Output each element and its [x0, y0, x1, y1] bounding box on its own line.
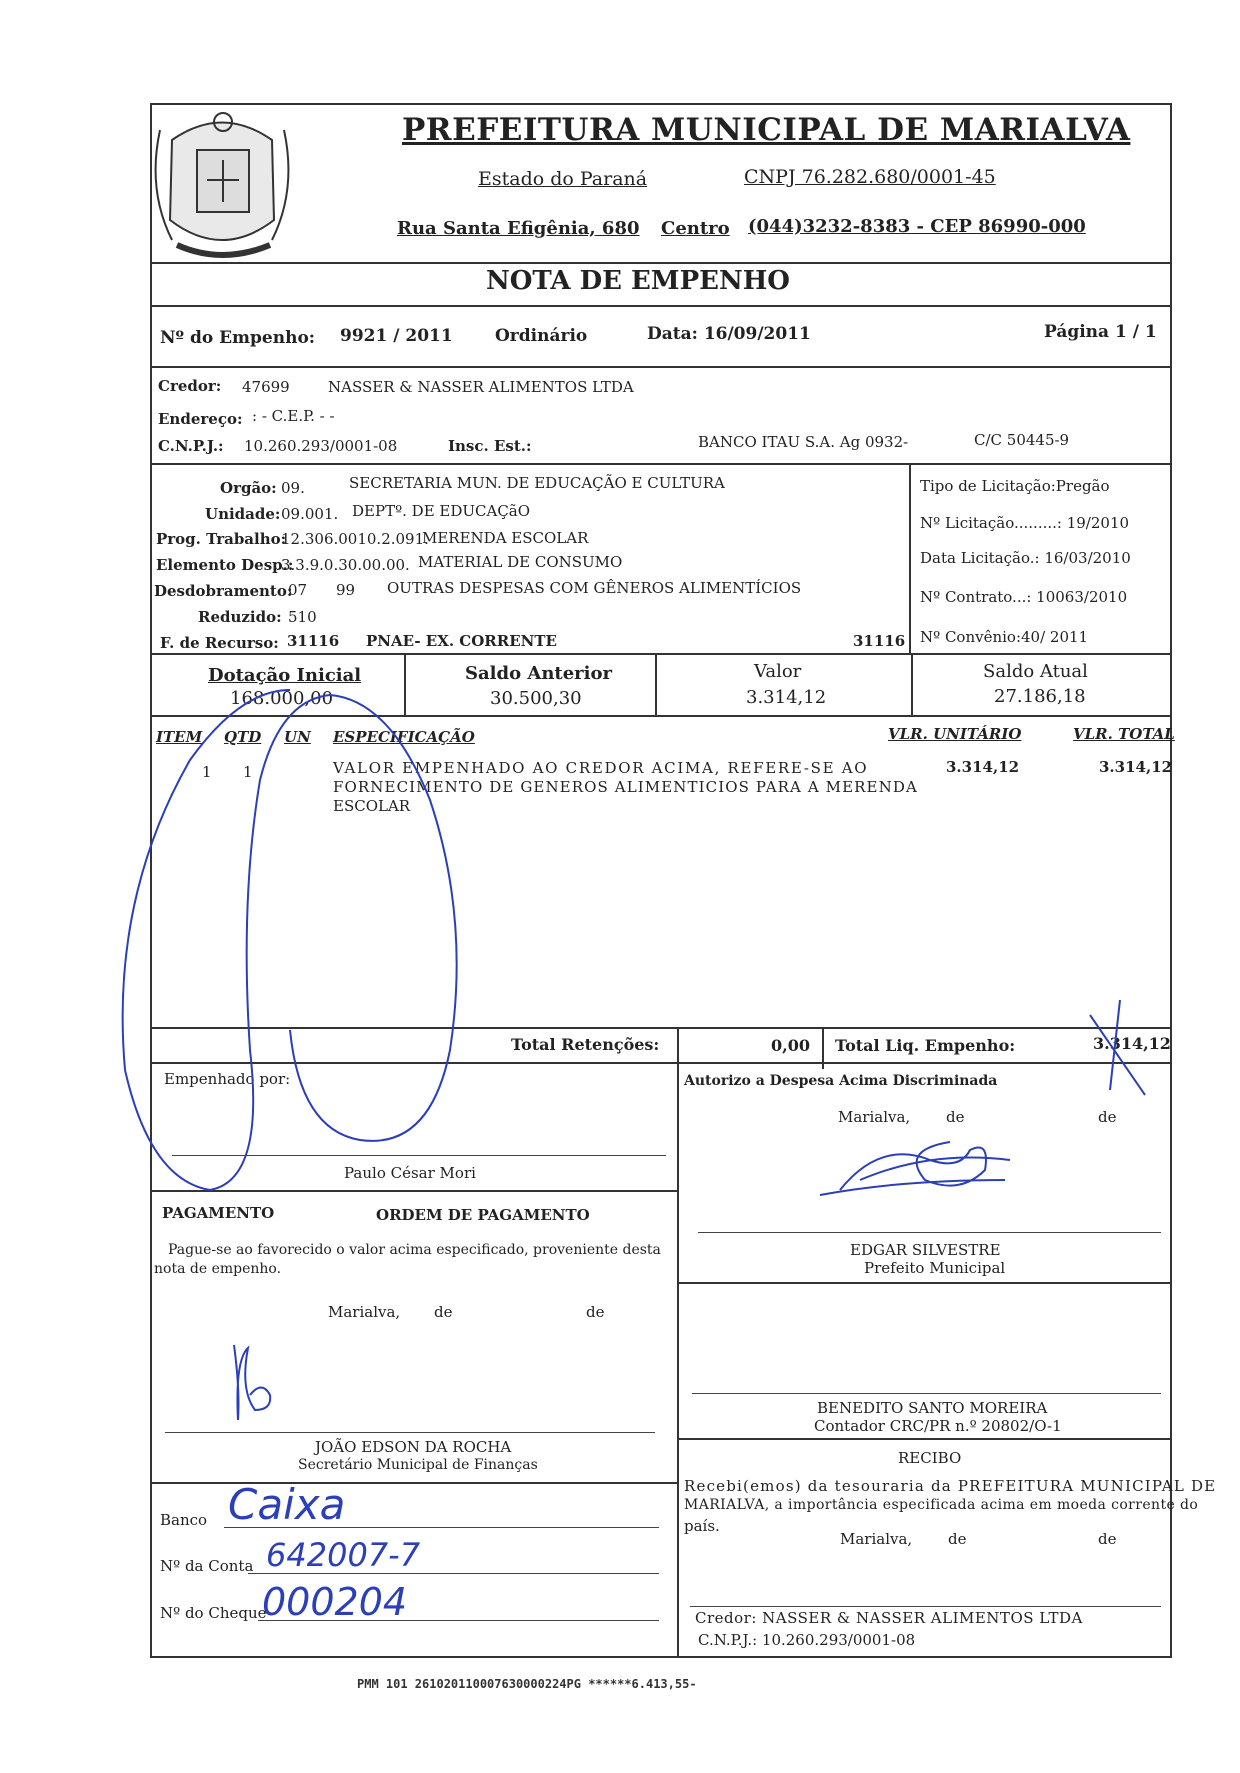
- empenhado-name: Paulo César Mori: [344, 1164, 476, 1182]
- prog-name: MERENDA ESCOLAR: [422, 529, 589, 547]
- signature-line: [698, 1232, 1161, 1233]
- elem-label: Elemento Desp.:: [156, 556, 294, 574]
- empenho-label: Nº do Empenho:: [160, 328, 316, 348]
- item-number: 1: [202, 763, 212, 781]
- saldo-atual-label: Saldo Atual: [983, 661, 1088, 682]
- divider: [404, 653, 406, 715]
- recibo-de2: de: [1098, 1530, 1117, 1548]
- unidade-name: DEPTº. DE EDUCAÇãO: [352, 502, 531, 520]
- signature-line: [172, 1155, 666, 1156]
- recibo-label: RECIBO: [898, 1449, 962, 1467]
- doc-title: NOTA DE EMPENHO: [486, 266, 790, 296]
- page-number: Página 1 / 1: [1044, 322, 1157, 342]
- secretario-name: JOÃO EDSON DA ROCHA: [315, 1438, 512, 1456]
- orgao-label: Orgão:: [220, 479, 277, 497]
- pagamento-de2: de: [586, 1303, 605, 1321]
- orgao-name: SECRETARIA MUN. DE EDUCAÇÃO E CULTURA: [349, 474, 725, 492]
- divider: [150, 305, 1172, 307]
- item-total-value: 3.314,12: [1099, 758, 1173, 776]
- pagamento-city: Marialva,: [328, 1303, 401, 1321]
- cheque-label: Nº do Cheque: [160, 1604, 267, 1622]
- col-qtd: QTD: [224, 728, 262, 746]
- credor-cnpj: 10.260.293/0001-08: [244, 437, 398, 455]
- credor-name: NASSER & NASSER ALIMENTOS LTDA: [328, 378, 634, 396]
- retencoes-value: 0,00: [771, 1036, 810, 1055]
- item-desc-line1: VALOR EMPENHADO AO CREDOR ACIMA, REFERE-SE AO: [333, 759, 869, 777]
- recurso-name: PNAE- EX. CORRENTE: [366, 632, 557, 650]
- prog-label: Prog. Trabalho:: [156, 530, 287, 548]
- divider: [150, 1062, 1172, 1064]
- insc-label: Insc. Est.:: [448, 437, 532, 455]
- address-value: : - C.E.P. - -: [252, 407, 335, 425]
- licitacao-convenio: Nº Convênio:40/ 2011: [920, 628, 1089, 646]
- col-item: ITEM: [156, 728, 203, 746]
- divider: [677, 1282, 1172, 1284]
- signature-line: [692, 1393, 1161, 1394]
- unidade-label: Unidade:: [205, 505, 281, 523]
- desd-label: Desdobramento:: [154, 582, 293, 600]
- valor-value: 3.314,12: [746, 687, 827, 708]
- licitacao-data: Data Licitação.: 16/03/2010: [920, 549, 1131, 567]
- dotacao-value: 168.000,00: [230, 688, 334, 709]
- signature-line: [690, 1606, 1161, 1607]
- col-total: VLR. TOTAL: [1073, 725, 1175, 743]
- recurso-code: 31116: [287, 632, 340, 650]
- banco-handwritten: Caixa: [228, 1480, 346, 1529]
- divider: [909, 463, 911, 653]
- recibo-text3: país.: [684, 1517, 720, 1535]
- prog-code: 12.306.0010.2.091.: [281, 530, 429, 548]
- contador-role: Contador CRC/PR n.º 20802/O-1: [814, 1417, 1062, 1435]
- divider: [150, 1027, 1172, 1029]
- licitacao-contrato: Nº Contrato...: 10063/2010: [920, 588, 1128, 606]
- divider: [150, 463, 1172, 465]
- item-unit-value: 3.314,12: [946, 758, 1020, 776]
- cnpj-field-label: C.N.P.J.:: [158, 437, 224, 455]
- page-title: PREFEITURA MUNICIPAL DE MARIALVA: [402, 112, 1131, 148]
- recibo-text2: MARIALVA, a importância especificada acima em moeda corrente do: [684, 1497, 1199, 1513]
- dotacao-label: Dotação Inicial: [208, 665, 362, 686]
- recibo-text1: Recebi(emos) da tesouraria da PREFEITURA MUNICIPAL DE: [684, 1477, 1217, 1495]
- col-unit: VLR. UNITÁRIO: [888, 725, 1022, 743]
- licitacao-tipo: Tipo de Licitação:Pregão: [920, 477, 1110, 495]
- divider: [150, 1190, 677, 1192]
- col-un: UN: [284, 728, 311, 746]
- contador-name: BENEDITO SANTO MOREIRA: [817, 1399, 1048, 1417]
- reduzido-label: Reduzido:: [198, 608, 282, 626]
- divider: [677, 1062, 679, 1658]
- retencoes-label: Total Retenções:: [511, 1035, 660, 1054]
- col-espec: ESPECIFICAÇÃO: [333, 728, 475, 746]
- autorizo-label: Autorizo a Despesa Acima Discriminada: [684, 1073, 998, 1089]
- pagamento-text2: nota de empenho.: [154, 1261, 282, 1277]
- saldo-atual-value: 27.186,18: [994, 686, 1086, 707]
- bank-info: BANCO ITAU S.A. Ag 0932-: [698, 433, 909, 451]
- liquido-label: Total Liq. Empenho:: [835, 1036, 1016, 1055]
- liquido-value: 3.314,12: [1093, 1034, 1171, 1053]
- licitacao-numero: Nº Licitação.........: 19/2010: [920, 514, 1130, 532]
- recurso-label: F. de Recurso:: [160, 634, 279, 652]
- divider: [150, 715, 1172, 717]
- item-qtd: 1: [243, 763, 253, 781]
- prefeito-role: Prefeito Municipal: [864, 1259, 1006, 1277]
- street-label: Rua Santa Efigênia, 680: [397, 218, 640, 239]
- prefeito-name: EDGAR SILVESTRE: [850, 1241, 1001, 1259]
- autorizo-de1: de: [946, 1108, 965, 1126]
- elem-code: 3.3.9.0.30.00.00.: [281, 556, 410, 574]
- empenho-type: Ordinário: [495, 326, 588, 346]
- recurso-code2: 31116: [853, 632, 906, 650]
- account-info: C/C 50445-9: [974, 431, 1070, 449]
- recibo-city: Marialva,: [840, 1530, 913, 1548]
- desd-code1: 07: [288, 581, 308, 599]
- divider: [150, 366, 1172, 368]
- address-label: Endereço:: [158, 410, 243, 428]
- divider: [677, 1438, 1172, 1440]
- divider: [911, 653, 913, 715]
- recibo-credor: Credor: NASSER & NASSER ALIMENTOS LTDA: [695, 1609, 1083, 1627]
- pagamento-de1: de: [434, 1303, 453, 1321]
- signature-line: [165, 1432, 655, 1433]
- autorizo-de2: de: [1098, 1108, 1117, 1126]
- autorizo-city: Marialva,: [838, 1108, 911, 1126]
- saldo-anterior-label: Saldo Anterior: [465, 663, 612, 684]
- divider: [150, 262, 1172, 264]
- saldo-anterior-value: 30.500,30: [490, 688, 582, 709]
- footer-code: PMM 101 261020110007630000224PG ******6.413,55-: [357, 1677, 697, 1691]
- item-desc-line3: ESCOLAR: [333, 797, 411, 815]
- cheque-handwritten: 000204: [262, 1580, 408, 1624]
- pagamento-label: PAGAMENTO: [162, 1204, 275, 1222]
- orgao-code: 09.: [281, 479, 305, 497]
- empenhado-label: Empenhado por:: [164, 1070, 291, 1088]
- recibo-cnpj: C.N.P.J.: 10.260.293/0001-08: [698, 1631, 916, 1649]
- elem-name: MATERIAL DE CONSUMO: [418, 553, 623, 571]
- item-desc-line2: FORNECIMENTO DE GENEROS ALIMENTICIOS PARA A MERENDA: [333, 778, 918, 796]
- desd-code2: 99: [336, 581, 356, 599]
- secretario-role: Secretário Municipal de Finanças: [298, 1457, 538, 1473]
- desd-name: OUTRAS DESPESAS COM GÊNEROS ALIMENTÍCIOS: [387, 579, 802, 597]
- conta-handwritten: 642007-7: [266, 1536, 421, 1574]
- empenho-date: Data: 16/09/2011: [647, 324, 811, 344]
- cnpj-label: CNPJ 76.282.680/0001-45: [744, 166, 996, 188]
- district-label: Centro: [661, 218, 730, 239]
- reduzido-value: 510: [288, 608, 317, 626]
- ordem-label: ORDEM DE PAGAMENTO: [376, 1206, 590, 1224]
- banco-label: Banco: [160, 1511, 208, 1529]
- credor-code: 47699: [242, 378, 290, 396]
- state-label: Estado do Paraná: [478, 168, 648, 190]
- recibo-de1: de: [948, 1530, 967, 1548]
- conta-label: Nº da Conta: [160, 1557, 254, 1575]
- unidade-code: 09.001.: [281, 505, 339, 523]
- empenho-number: 9921 / 2011: [340, 326, 453, 346]
- phone-cep-label: (044)3232-8383 - CEP 86990-000: [748, 216, 1086, 237]
- valor-label: Valor: [754, 661, 802, 682]
- divider: [655, 653, 657, 715]
- pagamento-text1: Pague-se ao favorecido o valor acima especificado, proveniente desta: [168, 1242, 661, 1258]
- divider: [150, 653, 1172, 655]
- credor-label: Credor:: [158, 377, 222, 395]
